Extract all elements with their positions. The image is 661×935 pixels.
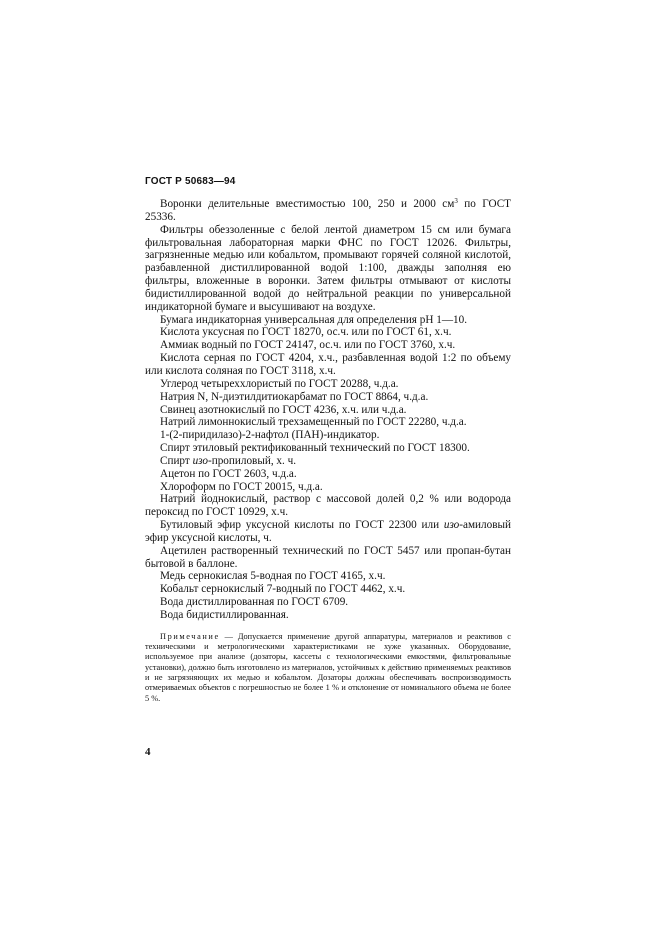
list-item	[145, 519, 511, 545]
list-item: Натрий йоднокислый, раствор с массовой долей 0,2 % или водорода пероксид по ГОСТ 10929, х.ч.	[145, 493, 511, 519]
item-text: по ГОСТ 25336.	[145, 198, 511, 223]
list-item: Ацетилен растворенный технический по ГОСТ 5457 или пропан-бутан бытовой в баллоне.	[145, 544, 511, 570]
note-label: Примечание	[160, 631, 220, 641]
list-item: 1-(2-пиридилазо)-2-нафтол (ПАН)-индикатор.	[160, 429, 380, 442]
list-item	[145, 198, 511, 224]
list-item: Медь сернокислая 5-водная по ГОСТ 4165, х.ч.	[160, 570, 386, 583]
list-item: Аммиак водный по ГОСТ 24147, ос.ч. или по ГОСТ 3760, х.ч.	[160, 339, 456, 352]
italic-prefix: изо	[443, 519, 460, 532]
list-item: Вода дистиллированная по ГОСТ 6709.	[160, 596, 349, 609]
item-text: Бутиловый эфир уксусной кислоты по ГОСТ 22300 или	[160, 519, 444, 532]
italic-prefix: изо	[192, 454, 208, 467]
list-item: Вода бидистиллированная.	[160, 609, 289, 621]
page-header-standard-number: ГОСТ Р 50683—94	[145, 176, 236, 187]
note-paragraph	[145, 632, 511, 704]
page-number: 4	[145, 746, 151, 758]
list-item: Фильтры обеззоленные с белой лентой диаметром 15 см или бумага фильтровальная лабораторная марки ФНС по ГОСТ 12026. Фильтры, загрязненные медью или кобальтом, промывают горячей соляной кислотой, разбавленной дистиллированной водой 1:100, дважды заполняя ею фильтры, вложенные в воронки. Затем фильтры отмывают от кислоты бидистиллированной водой до нейтральной реакции по универсальной индикаторной бумаге и высушивают на воздухе.	[145, 223, 511, 313]
list-item: Натрий лимоннокислый трехзамещенный по ГОСТ 22280, ч.д.а.	[160, 416, 467, 429]
item-text: Воронки делительные вместимостью 100, 250 и 2000 см	[160, 198, 455, 210]
list-item: Кислота серная по ГОСТ 4204, х.ч., разбавленная водой 1:2 по объему или кислота соляная по ГОСТ 3118, х.ч.	[145, 352, 511, 377]
list-item: Кобальт сернокислый 7-водный по ГОСТ 4462, х.ч.	[160, 583, 406, 596]
note-block	[145, 632, 511, 704]
item-text: -пропиловый, х. ч.	[207, 454, 297, 467]
list-item: Бумага индикаторная универсальная для определения рН 1—10.	[160, 313, 467, 326]
list-item: Спирт этиловый ректификованный технический по ГОСТ 18300.	[160, 442, 470, 455]
list-item: Свинец азотнокислый по ГОСТ 4236, х.ч. или ч.д.а.	[160, 403, 407, 416]
item-text: -амиловый эфир уксусной кислоты, ч.	[145, 519, 511, 544]
list-item	[145, 455, 511, 468]
item-text: Спирт	[160, 454, 193, 467]
note-text: — Допускается применение другой аппаратуры, материалов и реактивов с техническими и метрологическими характеристиками не хуже указанных. Оборудование, используемое при анализе (дозаторы, кассеты с технологическими емкостями, фильтровальные установки), должно быть изготовлено из материалов, устойчивых к действию применяемых реактивов и не загрязняющих их медью и кобальтом. Дозаторы должны обеспечивать воспроизводимость отмериваемых объектов с погрешностью не более 1 % и отклонение от номинального объема не более 5 %.	[145, 631, 511, 703]
list-item: Хлороформ по ГОСТ 20015, ч.д.а.	[160, 480, 323, 493]
superscript: 3	[454, 197, 458, 205]
list-item: Натрия N, N-диэтилдитиокарбамат по ГОСТ 8864, ч.д.а.	[160, 390, 429, 403]
main-text	[145, 198, 511, 704]
list-item: Углерод четыреххлористый по ГОСТ 20288, ч.д.а.	[160, 377, 399, 390]
list-item: Кислота уксусная по ГОСТ 18270, ос.ч. или по ГОСТ 61, х.ч.	[160, 326, 452, 339]
list-item: Ацетон по ГОСТ 2603, ч.д.а.	[160, 467, 297, 480]
